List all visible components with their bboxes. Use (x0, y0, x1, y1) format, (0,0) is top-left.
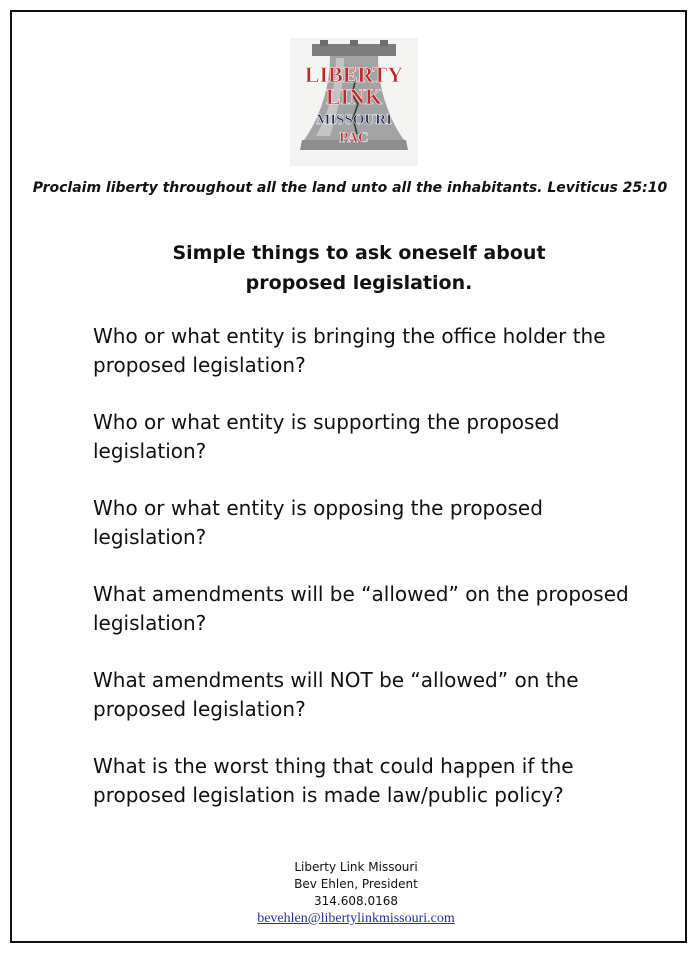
footer-org: Liberty Link Missouri (294, 860, 418, 874)
footer-email-link[interactable]: bevehlen@libertylinkmissouri.com (257, 911, 455, 926)
logo-text-missouri: MISSOURI (316, 112, 392, 128)
logo-text-liberty: LIBERTY (304, 62, 404, 87)
question-item: Who or what entity is opposing the proposed legislation? (93, 496, 543, 549)
footer-phone: 314.608.0168 (314, 894, 398, 908)
question-item: What amendments will be “allowed” on the proposed legislation? (93, 582, 629, 635)
heading-line-2: proposed legislation. (245, 272, 473, 294)
question-item: What amendments will NOT be “allowed” on the proposed legislation? (93, 668, 579, 721)
scripture-tagline: Proclaim liberty throughout all the land unto all the inhabitants. Leviticus 25:10 (32, 180, 668, 196)
logo-text-pac: PAC (339, 130, 369, 146)
heading-line-1: Simple things to ask oneself about (172, 242, 546, 264)
contact-footer (0, 859, 700, 927)
page-heading (0, 238, 700, 298)
question-item: Who or what entity is supporting the proposed legislation? (93, 410, 560, 463)
question-item: Who or what entity is bringing the office holder the proposed legislation? (93, 324, 606, 377)
question-list (93, 322, 653, 838)
footer-contact: Bev Ehlen, President (294, 877, 418, 891)
question-item: What is the worst thing that could happen if the proposed legislation is made law/public policy? (93, 754, 574, 807)
liberty-link-logo (290, 38, 418, 166)
logo-text-link: LINK (325, 84, 383, 109)
